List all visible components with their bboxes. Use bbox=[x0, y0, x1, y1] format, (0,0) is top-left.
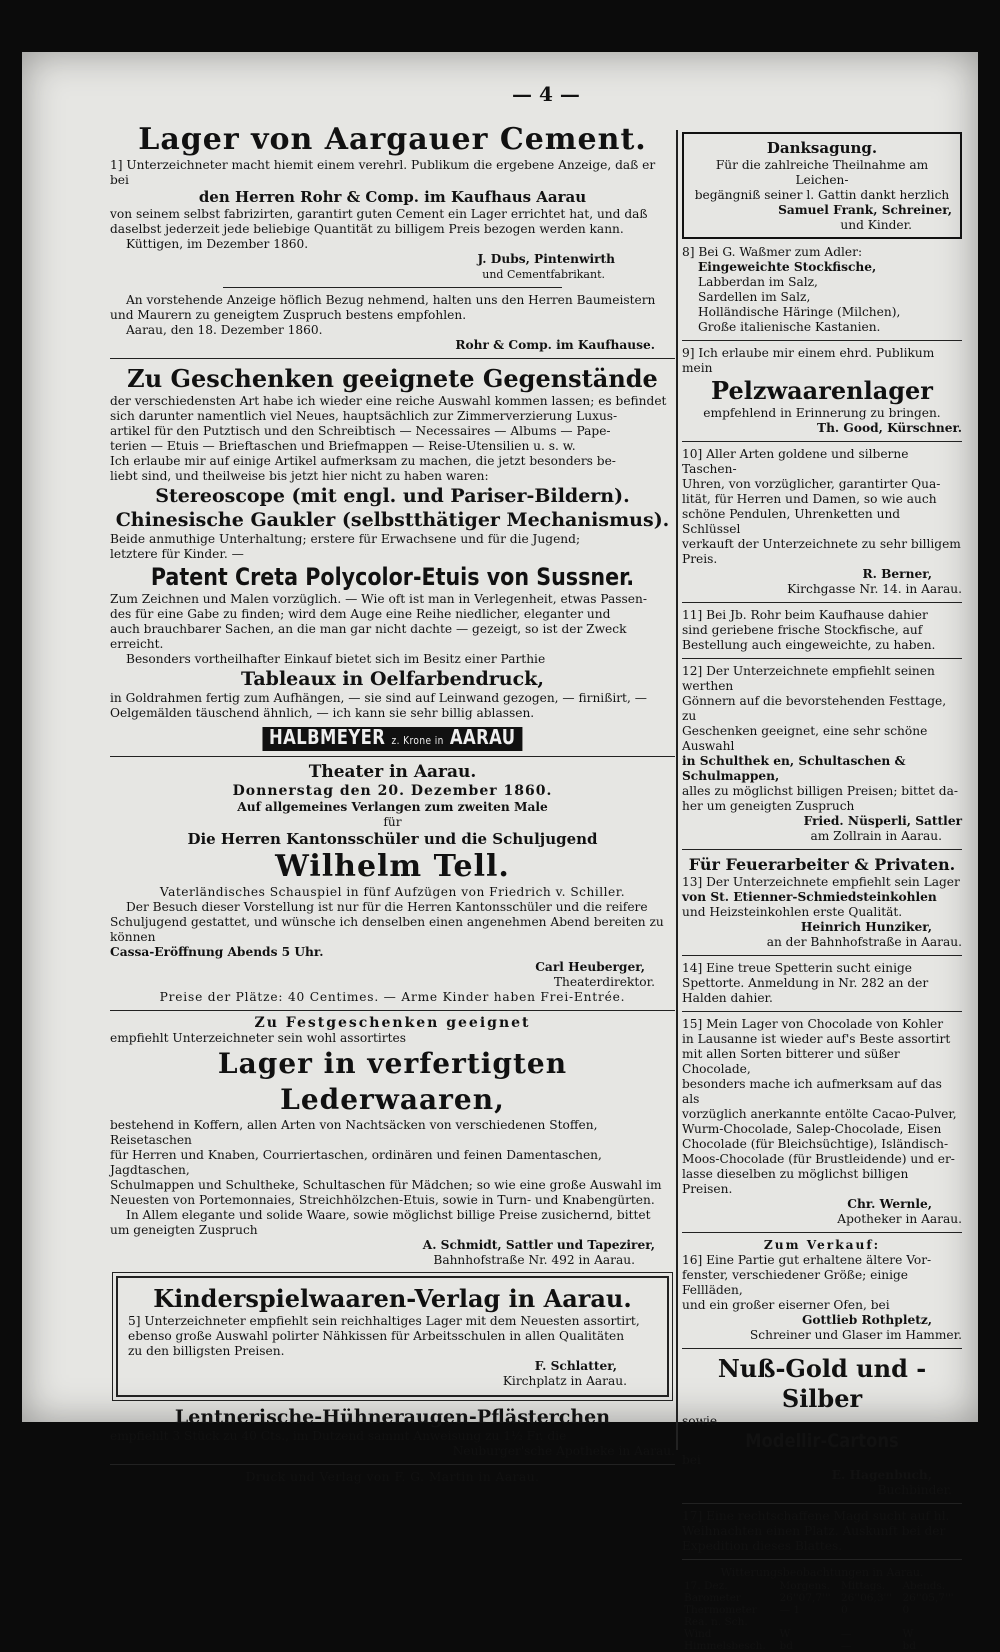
modellir-title: Modellir-Cartons bbox=[745, 1430, 899, 1452]
ad-8 bbox=[682, 245, 962, 335]
text-line: Chocolade (für Bleichsüchtige), Isländisch- bbox=[682, 1137, 949, 1151]
text-line: terien — Etuis — Brieftaschen und Briefmappen — Reise-Utensilien u. s. w. bbox=[110, 439, 576, 453]
table-row bbox=[682, 1592, 962, 1604]
text-line: In Allem elegante und solide Waare, sowie möglichst billige Preise zusichernd, bittet bbox=[126, 1208, 651, 1222]
text-line: und Kinder. bbox=[840, 218, 912, 232]
text-line: liebt sind, und theilweise bis jetzt hier nicht zu haben waren: bbox=[110, 469, 489, 483]
text-line: daselbst jederzeit jede beliebige Quantität zu billigem Preis bezogen werden kann. bbox=[110, 222, 624, 236]
ad-11 bbox=[682, 608, 962, 653]
text-line: 10] Aller Arten goldene und silberne Taschen- bbox=[682, 447, 909, 476]
table-cell: — bbox=[840, 1628, 852, 1640]
divider bbox=[682, 1348, 962, 1349]
text-line: Weihnachten einen Platz. Auskunft bei der bbox=[682, 1524, 946, 1538]
text-line: Preis. bbox=[682, 552, 718, 566]
divider bbox=[110, 756, 675, 757]
gaukler-heading: Chinesische Gaukler (selbstthätiger Mechanismus). bbox=[115, 509, 670, 531]
text-line: Eingeweichte Stockfische, bbox=[698, 260, 877, 274]
text-line: sich darunter namentlich viel Neues, hauptsächlich zur Zimmerverzierung Luxus- bbox=[110, 409, 618, 423]
text-line: Ich erlaube mir auf einige Artikel aufmerksam zu machen, die jetzt besonders be- bbox=[110, 454, 616, 468]
ad-geschenke-title: Zu Geschenken geeignete Gegenstände bbox=[127, 364, 658, 393]
text-line: und ein großer eiserner Ofen, bei bbox=[682, 1298, 890, 1312]
text-line: Schreiner und Glaser im Hammer. bbox=[749, 1328, 962, 1342]
ad-pflaesterchen bbox=[110, 1405, 675, 1459]
table-cell bbox=[839, 1616, 900, 1628]
text-line: 11] Bei Jb. Rohr beim Kaufhause dahier bbox=[682, 608, 928, 622]
text-line: Buchbinder. bbox=[877, 1483, 952, 1497]
ad-geschenke bbox=[110, 364, 675, 751]
text-line: R. Berner, bbox=[862, 567, 932, 581]
newspaper-page bbox=[22, 52, 978, 1652]
leder-title: Lager in verfertigten Lederwaaren, bbox=[217, 1047, 568, 1116]
text-line: Aarau, den 18. Dezember 1860. bbox=[126, 323, 323, 337]
divider bbox=[682, 1503, 962, 1504]
table-cell: Himmelsbesch. bbox=[684, 1640, 766, 1652]
text-line: vorzüglich anerkannte entölte Cacao-Pulver, bbox=[682, 1107, 957, 1121]
text-line: mit allen Sorten bitterer und süßer Chocolade, bbox=[682, 1047, 900, 1076]
text-line: empfiehlt Unterzeichneter sein wohl assortirtes bbox=[110, 1031, 406, 1045]
table-cell: W bbox=[779, 1628, 791, 1640]
text-line: J. Dubs, Pintenwirth bbox=[477, 252, 615, 266]
text-line: und Cementfabrikant. bbox=[482, 268, 605, 281]
table-cell: Wind bbox=[684, 1628, 712, 1640]
text-line: Heinrich Hunziker, bbox=[800, 920, 932, 934]
text-line: Beide anmuthige Unterhaltung; erstere für Erwachsene und für die Jugend; bbox=[110, 532, 581, 546]
table-header: Mittags. bbox=[840, 1580, 886, 1592]
table-cell: 0 bbox=[840, 1604, 848, 1616]
text-line: Für die zahlreiche Theilnahme am Leichen- bbox=[715, 158, 929, 187]
table-cell: W bbox=[902, 1628, 914, 1640]
text-line: Kirchplatz in Aarau. bbox=[502, 1374, 627, 1388]
verkauf-title: Zum Verkauf: bbox=[763, 1238, 881, 1252]
weather-title: Witterungsbeobachtungen in Aarau. bbox=[720, 1566, 924, 1579]
text-line: Apotheker in Aarau. bbox=[837, 1212, 962, 1226]
text-line: in Schulthek en, Schultaschen & Schulmappen, bbox=[682, 754, 906, 783]
stereoscope-heading: Stereoscope (mit engl. und Pariser-Bildern). bbox=[155, 485, 630, 507]
nuss-title: Nuß-Gold und -Silber bbox=[717, 1354, 927, 1413]
table-cell: — 1 bbox=[779, 1604, 801, 1616]
text-line: Der Besuch dieser Vorstellung ist nur für die Herren Kantonsschüler und die reifere bbox=[126, 900, 648, 914]
text-line: in Goldrahmen fertig zum Aufhängen, — sie sind auf Leinwand gezogen, — firnißirt, — bbox=[110, 691, 647, 705]
text-line: fenster, verschiedener Größe; einige Fellläden, bbox=[682, 1268, 909, 1297]
text-line: am Zollrain in Aarau. bbox=[810, 829, 942, 843]
table-cell bbox=[778, 1616, 839, 1628]
text-line: Neuesten von Portemonnaies, Streichhölzchen-Etuis, sowie in Turn- und Knabengürten. bbox=[110, 1193, 655, 1207]
text-line: 14] Eine treue Spetterin sucht einige bbox=[682, 961, 912, 975]
right-column bbox=[682, 132, 962, 1652]
table-row bbox=[682, 1604, 962, 1616]
table-header: 17. Dez. bbox=[684, 1580, 728, 1592]
pflaster-title: Lentnerische-Hühneraugen-Pflästerchen bbox=[174, 1406, 611, 1428]
banner-city: AARAU bbox=[450, 725, 516, 749]
text-line: Fried. Nüsperli, Sattler bbox=[803, 814, 962, 828]
table-cell: 26''05,7''' bbox=[902, 1592, 954, 1604]
table-header: Morgens. bbox=[779, 1580, 831, 1592]
text-line: artikel für den Putztisch und den Schreibtisch — Necessaires — Albums — Pape- bbox=[110, 424, 611, 438]
divider bbox=[682, 1559, 962, 1560]
text-line: Wurm-Chocolade, Salep-Chocolade, Eisen bbox=[682, 1122, 942, 1136]
text-line: alles zu möglichst billigen Preisen; bittet da- bbox=[682, 784, 958, 798]
table-row bbox=[682, 1628, 962, 1640]
text-line: her um geneigten Zuspruch bbox=[682, 799, 855, 813]
text-line: Moos-Chocolade (für Brustleidende) und er- bbox=[682, 1152, 955, 1166]
pelz-title: Pelzwaarenlager bbox=[711, 376, 933, 405]
divider bbox=[110, 358, 675, 359]
table-cell: 26''06,3''' bbox=[840, 1592, 893, 1604]
text-line: Labberdan im Salz, bbox=[698, 275, 818, 289]
ad-cement bbox=[110, 122, 675, 353]
text-line: an der Bahnhofstraße in Aarau. bbox=[766, 935, 962, 949]
text-line: 15] Mein Lager von Chocolade von Kohler bbox=[682, 1017, 944, 1031]
divider bbox=[223, 287, 562, 288]
text-line: Chr. Wernle, bbox=[847, 1197, 932, 1211]
table-row bbox=[682, 1616, 962, 1628]
text-line: Th. Good, Kürschner. bbox=[817, 421, 962, 435]
text-line: Expedition dieses Blattes. bbox=[682, 1539, 843, 1553]
text-line: E. Hagenbuch, bbox=[831, 1468, 932, 1482]
text-line: in Lausanne ist wieder auf's Beste assortirt bbox=[682, 1032, 951, 1046]
text-line: Spettorte. Anmeldung in Nr. 282 an der bbox=[682, 976, 929, 990]
table-row bbox=[682, 1640, 962, 1652]
text-line: 16] Eine Partie gut erhaltene ältere Vor- bbox=[682, 1253, 932, 1267]
text-line: um geneigten Zuspruch bbox=[110, 1223, 258, 1237]
weather-report bbox=[682, 1565, 962, 1652]
text-line: ebenso große Auswahl polirter Nähkissen für Arbeitsschulen in allen Qualitäten bbox=[128, 1329, 625, 1343]
ad-14 bbox=[682, 961, 962, 1006]
page-number: — 4 — bbox=[512, 82, 580, 106]
text-line: Sardellen im Salz, bbox=[698, 290, 811, 304]
halbmeyer-banner bbox=[263, 727, 523, 751]
ad-danksagung bbox=[682, 132, 962, 239]
theater-title: Theater in Aarau. bbox=[308, 762, 477, 782]
text-line: 13] Der Unterzeichnete empfiehlt sein Lager bbox=[682, 875, 960, 889]
table-cell: 26''07,7''' bbox=[779, 1592, 831, 1604]
text-line: und Heizsteinkohlen erste Qualität. bbox=[682, 905, 903, 919]
ad-nuss-gold bbox=[682, 1354, 962, 1498]
text-line: 12] Der Unterzeichnete empfiehlt seinen werthen bbox=[682, 664, 935, 693]
ad-16 bbox=[682, 1238, 962, 1343]
table-cell: — bbox=[840, 1640, 852, 1652]
text-line: Große italienische Kastanien. bbox=[698, 320, 881, 334]
ad-12 bbox=[682, 664, 962, 844]
text-line: Theaterdirektor. bbox=[553, 975, 655, 989]
text-line: Cassa-Eröffnung Abends 5 Uhr. bbox=[110, 945, 324, 959]
halbmeyer-banner-wrap bbox=[110, 727, 675, 751]
column-divider bbox=[676, 130, 678, 1450]
divider bbox=[682, 849, 962, 850]
banner-small: z. Krone in bbox=[391, 734, 445, 747]
table-cell: 0 bbox=[902, 1604, 910, 1616]
text-line: sowie bbox=[682, 1414, 718, 1428]
patent-heading: Patent Creta Polycolor-Etuis von Sussner. bbox=[150, 563, 635, 591]
divider bbox=[110, 1464, 675, 1465]
table-cell bbox=[900, 1616, 962, 1628]
text-line: Preise der Plätze: 40 Centimes. — Arme Kinder haben Frei-Entrée. bbox=[159, 990, 626, 1004]
ad-cement-title: Lager von Aargauer Cement. bbox=[138, 122, 647, 157]
text-line: Besonders vortheilhafter Einkauf bietet sich im Besitz einer Parthie bbox=[126, 652, 546, 666]
ad-10 bbox=[682, 447, 962, 597]
divider bbox=[682, 1232, 962, 1233]
text-line: Kirchgasse Nr. 14. in Aarau. bbox=[787, 582, 962, 596]
text-line: Bestellung auch eingeweichte, zu haben. bbox=[682, 638, 936, 652]
text-line: Schulmappen und Schultheke, Schultaschen für Mädchen; so wie eine große Auswahl im bbox=[110, 1178, 662, 1192]
theater-date: Donnerstag den 20. Dezember 1860. bbox=[232, 783, 553, 799]
text-line: Carl Heuberger, bbox=[535, 960, 645, 974]
divider bbox=[682, 340, 962, 341]
text-line: 9] Ich erlaube mir einem ehrd. Publikum mein bbox=[682, 346, 935, 375]
text-line: empfehlend in Erinnerung zu bringen. bbox=[703, 406, 941, 420]
text-line: von St. Etienner-Schmiedsteinkohlen bbox=[682, 890, 937, 904]
text-line: Geschenken geeignet, eine sehr schöne Auswahl bbox=[682, 724, 928, 753]
ad-theater bbox=[110, 762, 675, 1005]
text-line: Schuljugend gestattet, und wünsche ich denselben einen angenehmen Abend bereiten zu können bbox=[110, 915, 664, 944]
text-line: Samuel Frank, Schreiner, bbox=[778, 203, 952, 217]
text-line: verkauft der Unterzeichnete zu sehr billigem bbox=[682, 537, 961, 551]
text-line: von seinem selbst fabrizirten, garantirt guten Cement ein Lager errichtet hat, und daß bbox=[110, 207, 648, 221]
left-column bbox=[110, 122, 675, 1485]
theater-play: Wilhelm Tell. bbox=[275, 849, 510, 884]
table-cell: Thermometer bbox=[684, 1604, 757, 1616]
text-line: Oelgemälden täuschend ähnlich, — ich kann sie sehr billig ablassen. bbox=[110, 706, 535, 720]
divider bbox=[682, 1011, 962, 1012]
divider bbox=[110, 1010, 675, 1011]
ad-kinderspielwaaren bbox=[116, 1276, 669, 1397]
text-line: besonders mache ich aufmerksam auf das als bbox=[682, 1077, 942, 1106]
text-line: lasse dieselben zu möglichst billigen Preisen. bbox=[682, 1167, 909, 1196]
theater-request: Auf allgemeines Verlangen zum zweiten Male bbox=[237, 800, 548, 814]
text-line: Bahnhofstraße Nr. 492 in Aarau. bbox=[433, 1253, 635, 1267]
table-header: Abends. bbox=[902, 1580, 946, 1592]
text-line: 17] Eine rechtschaffene Magd sucht auf hl. bbox=[682, 1509, 950, 1523]
text-line: 5] Unterzeichneter empfiehlt sein reichhaltiges Lager mit dem Neuesten assortirt, bbox=[128, 1314, 640, 1328]
table-cell: bd bbox=[902, 1640, 916, 1652]
text-line: begängniß seiner l. Gattin dankt herzlich bbox=[694, 188, 950, 202]
text-line: Uhren, von vorzüglicher, garantirter Qua- bbox=[682, 477, 941, 491]
text-line: schöne Pendulen, Uhrenketten und Schlüssel bbox=[682, 507, 901, 536]
ad-9 bbox=[682, 346, 962, 436]
table-cell: Rea. n. Sch. bbox=[684, 1616, 748, 1628]
imprint: Druck und Verlag von F. G. Martin in Aarau. bbox=[245, 1470, 540, 1484]
kinder-title: Kinderspielwaaren-Verlag in Aarau. bbox=[153, 1284, 632, 1313]
text-line: des für eine Gabe zu finden; wird dem Auge eine Reihe niedlicher, eleganter und bbox=[110, 607, 611, 621]
text-line: bestehend in Koffern, allen Arten von Nachtsäcken von verschiedenen Stoffen, Reisetaschen bbox=[110, 1118, 598, 1147]
text-line: den Herren Rohr & Comp. im Kaufhaus Aarau bbox=[198, 188, 587, 206]
text-line: 1] Unterzeichneter macht hiemit einem verehrl. Publikum die ergebene Anzeige, daß er bei bbox=[110, 158, 656, 187]
text-line: sind geriebene frische Stockfische, auf bbox=[682, 623, 923, 637]
tableaux-heading: Tableaux in Oelfarbendruck, bbox=[241, 668, 544, 690]
text-line: An vorstehende Anzeige höflich Bezug nehmend, halten uns den Herren Baumeistern bbox=[126, 293, 656, 307]
text-line: F. Schlatter, bbox=[534, 1359, 617, 1373]
feuer-title: Für Feuerarbeiter & Privaten. bbox=[688, 855, 956, 874]
ad-17 bbox=[682, 1509, 962, 1554]
text-line: Rohr & Comp. im Kaufhause. bbox=[455, 338, 655, 352]
dank-title: Danksagung. bbox=[766, 139, 878, 157]
ad-lederwaaren bbox=[110, 1016, 675, 1268]
text-line: Holländische Häringe (Milchen), bbox=[698, 305, 901, 319]
text-line: lität, für Herren und Damen, so wie auch bbox=[682, 492, 937, 506]
text-line: Vaterländisches Schauspiel in fünf Aufzügen von Friedrich v. Schiller. bbox=[159, 885, 626, 899]
text-line: Gottlieb Rothpletz, bbox=[801, 1313, 932, 1327]
text-line: Neuburger'sche Apotheke in Aarau. bbox=[452, 1444, 675, 1458]
text-line: bei bbox=[682, 1453, 701, 1467]
text-line: Gönnern auf die bevorstehenden Festtage, zu bbox=[682, 694, 947, 723]
ad-15 bbox=[682, 1017, 962, 1227]
text-line: Küttigen, im Dezember 1860. bbox=[126, 237, 309, 251]
theater-fuer: für bbox=[383, 815, 402, 829]
text-line: A. Schmidt, Sattler und Tapezirer, bbox=[422, 1238, 655, 1252]
text-line: Halden dahier. bbox=[682, 991, 773, 1005]
text-line: 8] Bei G. Waßmer zum Adler: bbox=[682, 245, 863, 259]
divider bbox=[682, 658, 962, 659]
text-line: auch brauchbarer Sachen, an die man gar nicht dachte — gezeigt, so ist der Zweck erreicht. bbox=[110, 622, 627, 651]
text-line: der verschiedensten Art habe ich wieder eine reiche Auswahl kommen lassen; es befindet bbox=[110, 394, 667, 408]
leder-pre: Zu Festgeschenken geeignet bbox=[254, 1015, 531, 1031]
divider bbox=[682, 602, 962, 603]
table-cell: Barometer bbox=[684, 1592, 741, 1604]
divider bbox=[682, 955, 962, 956]
text-line: zu den billigsten Preisen. bbox=[128, 1344, 285, 1358]
text-line: empfiehlt 3 Stück zu 40 Cts., im Dutzend sammt Anweisung zu 1½ Fr. die bbox=[110, 1429, 567, 1443]
text-line: für Herren und Knaben, Courriertaschen, ordinären und feinen Damentaschen, Jagdtaschen, bbox=[110, 1148, 602, 1177]
ad-13 bbox=[682, 855, 962, 950]
text-line: Zum Zeichnen und Malen vorzüglich. — Wie oft ist man in Verlegenheit, etwas Passen- bbox=[110, 592, 647, 606]
divider bbox=[682, 441, 962, 442]
text-line: und Maurern zu geneigtem Zuspruch bestens empfohlen. bbox=[110, 308, 467, 322]
text-line: letztere für Kinder. — bbox=[110, 547, 244, 561]
weather-table bbox=[682, 1580, 962, 1652]
table-cell: bd bbox=[779, 1640, 793, 1652]
theater-for-whom: Die Herren Kantonsschüler und die Schuljugend bbox=[187, 830, 598, 848]
table-row bbox=[682, 1580, 962, 1592]
banner-name: HALBMEYER bbox=[269, 725, 386, 749]
